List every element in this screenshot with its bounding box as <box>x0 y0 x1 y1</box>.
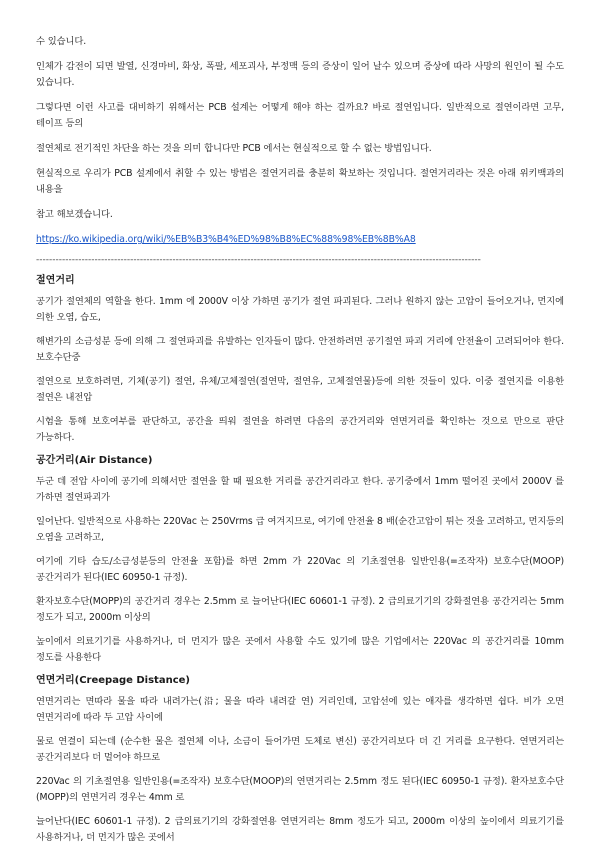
section1-paragraph-1: 공기가 절연체의 역할을 한다. 1mm 에 2000V 이상 가하면 공기가 절연 파괴된다. 그러나 원하지 않는 고압이 들어오거나, 먼지에 의한 오염, 습도, <box>36 296 564 323</box>
section2-paragraph-1: 두군 데 전압 사이에 공기에 의해서만 절연을 할 때 필요한 거리를 공간거리라고 한다. 공기중에서 1mm 떨어진 곳에서 2000V 를 가하면 절연파괴가 <box>36 476 564 503</box>
section-insulation-distance <box>36 274 564 446</box>
intro-paragraph-3: 그렇다면 이런 사고를 대비하기 위해서는 PCB 설계는 어떻게 해야 하는 걸까요? 바로 절연입니다. 일반적으로 절연이라면 고무, 테이프 등의 <box>36 102 564 129</box>
section-title-air-distance: 공간거리(Air Distance) <box>36 455 153 466</box>
section3-paragraph-3: 220Vac 의 기초절연용 일반인용(=조작자) 보호수단(MOOP)의 연면거리는 2.5mm 정도 된다(IEC 60950-1 규정). 환자보호수단(MOPP)의 연면거리 경우는 4mm 로 <box>36 776 564 803</box>
document-page <box>36 34 564 854</box>
section2-paragraph-3: 여기에 기타 습도/소금성분등의 안전율 포함)를 하면 2mm 가 220Vac 의 기초절연용 일반인용(=조작자) 보호수단(MOOP) 공간거리가 된다(IEC 60950-1 규정). <box>36 556 564 583</box>
section-title-insulation-distance: 절연거리 <box>36 275 75 286</box>
intro-paragraph-5: 현실적으로 우리가 PCB 설계에서 취할 수 있는 방법은 절연거리를 충분히 확보하는 것입니다. 절연거리라는 것은 아래 위키백과의 내용을 <box>36 168 564 195</box>
section2-paragraph-2: 일어난다. 일반적으로 사용하는 220Vac 는 250Vrms 급 여겨지므로, 여기에 안전율 8 배(순간고압이 튀는 것을 고려하고, 먼지등의 오염을 고려하고, <box>36 516 564 543</box>
wikipedia-link[interactable]: https://ko.wikipedia.org/wiki/%EB%B3%B4%ED%98%B8%EC%88%98%EB%8B%A8 <box>36 234 416 245</box>
intro-paragraph-1: 수 있습니다. <box>36 36 87 47</box>
section2-paragraph-4: 환자보호수단(MOPP)의 공간거리 경우는 2.5mm 로 늘어난다(IEC 60601-1 규정). 2 급의료기기의 강화절연용 공간거리는 5mm 정도가 되고, 2000m 이상의 <box>36 596 564 623</box>
section-creepage-distance <box>36 674 564 846</box>
intro-section <box>36 34 564 266</box>
intro-paragraph-2: 인체가 감전이 되면 발열, 신경마비, 화상, 폭팔, 세포괴사, 부정맥 등의 증상이 일어 날수 있으며 증상에 따라 사망의 원인이 될 수도 있습니다. <box>36 61 564 88</box>
divider-line: ----------------------------------------------------------------------------------------------------------------------------------------- <box>36 255 481 265</box>
section3-paragraph-1: 연면거리는 면따라 물을 따라 내려가는(沿; 물을 따라 내려갈 연) 거리인데, 고압선에 있는 애자를 생각하면 쉽다. 비가 오면 연면거리에 따라 두 고압 사이에 <box>36 696 564 723</box>
section1-paragraph-3: 절연으로 보호하려면, 기체(공기) 절연, 유체/고체절연(절연막, 절연유, 고체절연물)등에 의한 것들이 있다. 이중 절연지를 이용한 절연은 내전압 <box>36 376 564 403</box>
section1-paragraph-4: 시험을 통해 보호여부를 판단하고, 공간을 띄워 절연을 하려면 다음의 공간거리와 연면거리를 확인하는 것으로 만으로 판단 가능하다. <box>36 416 564 443</box>
intro-paragraph-4: 절연체로 전기적인 차단을 하는 것을 의미 합니다만 PCB 에서는 현실적으로 할 수 없는 방법입니다. <box>36 143 432 154</box>
section3-paragraph-4: 늘어난다(IEC 60601-1 규정). 2 급의료기기의 강화절연용 연면거리는 8mm 정도가 되고, 2000m 이상의 높이에서 의료기기를 사용하거나, 더 먼지가 많은 곳에서 <box>36 816 564 843</box>
intro-paragraph-6: 참고 해보겠습니다. <box>36 209 113 220</box>
section2-paragraph-5: 높이에서 의료기기를 사용하거나, 더 먼지가 많은 곳에서 사용할 수도 있기에 많은 기업에서는 220Vac 의 공간거리를 10mm 정도를 사용한다 <box>36 636 564 663</box>
section3-paragraph-2: 물로 연결이 되는데 (순수한 물은 절연체 이나, 소금이 들어가면 도체로 변신) 공간거리보다 더 긴 거리를 요구한다. 연면거리는 공간거리보다 더 멀어야 하므로 <box>36 736 564 763</box>
section1-paragraph-2: 해변가의 소금성분 등에 의해 그 절연파괴를 유발하는 인자들이 많다. 안전하려면 공기절연 파괴 거리에 안전율이 고려되어야 한다. 보호수단중 <box>36 336 564 363</box>
section-air-distance <box>36 454 564 666</box>
section-title-creepage-distance: 연면거리(Creepage Distance) <box>36 675 190 686</box>
